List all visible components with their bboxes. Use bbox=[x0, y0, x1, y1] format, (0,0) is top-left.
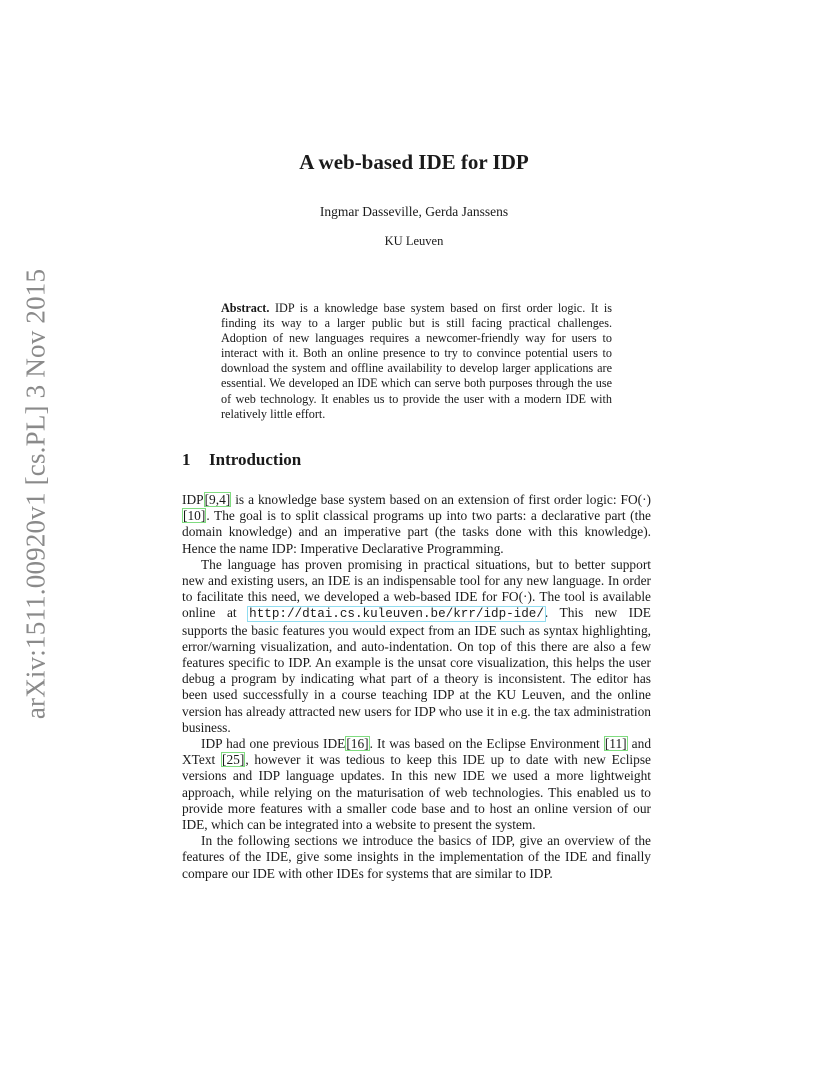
paper-title: A web-based IDE for IDP bbox=[299, 150, 529, 174]
text-run: . The goal is to split classical programs up into two parts: a declarative part (the domain knowledge) and an imperative part (the tasks done with this knowledge). Hence the name IDP: Imperative Declarative Programming. bbox=[182, 508, 651, 556]
section-heading bbox=[182, 450, 301, 470]
url-link[interactable]: http://dtai.cs.kuleuven.be/krr/idp-ide/ bbox=[249, 607, 544, 622]
section-body bbox=[182, 492, 651, 882]
paragraph-1 bbox=[182, 492, 651, 557]
text-run: IDP bbox=[182, 492, 204, 507]
citation-link[interactable]: [10] bbox=[183, 508, 206, 524]
citation-link[interactable]: [25] bbox=[222, 752, 245, 768]
arxiv-identifier bbox=[18, 268, 54, 720]
citation-link[interactable]: [11] bbox=[604, 736, 627, 752]
abstract-text: IDP is a knowledge base system based on first order logic. It is finding its way to a larger public but is still facing practical challenges. Adoption of new languages requires a newcomer-friendly way for users to interact with it. Both an online presence to try to convince potential users to download the system and offline availability to develop larger applications are essential. We developed an IDE which can serve both purposes through the use of web technology. It enables us to provide the user with a modern IDE with relatively little effort. bbox=[221, 301, 613, 421]
text-run: In the following sections we introduce the basics of IDP, give an overview of the features of the IDE, give some insights in the implementation of the IDE and finally compare our IDE with other IDEs for systems that are similar to IDP. bbox=[182, 833, 651, 881]
text-run: is a knowledge base system based on an extension of first order logic: FO(·) bbox=[231, 492, 651, 507]
section-number: 1 bbox=[182, 450, 191, 469]
text-run: and XText bbox=[182, 736, 652, 768]
text-run: , however it was tedious to keep this IDE up to date with new Eclipse versions and IDP language updates. In this new IDE we used a more lightweight approach, while relying on the maturisation of web technologies. This enabled us to provide more features with a smaller code base and to host an online version of our IDE, which can be integrated into a website to present the system. bbox=[182, 752, 651, 833]
citation-link[interactable]: [16] bbox=[346, 736, 369, 752]
abstract bbox=[221, 301, 612, 422]
text-run: The language has proven promising in practical situations, but to better support new and existing users, an IDE is an indispensable tool for any new language. In order to facilitate this need, we developed a web-based IDE for FO(·). The tool is available online at bbox=[182, 556, 651, 621]
section-title: Introduction bbox=[209, 450, 302, 469]
paragraph-4 bbox=[182, 833, 651, 882]
text-run: . It was based on the Eclipse Environment bbox=[369, 736, 604, 752]
text-run: . This new IDE supports the basic features you would expect from an IDE such as syntax highlighting, error/warning visualization, and auto-indentation. On top of this there are also a few features specific to IDP. An example is the unsat core visualization, this helps the user debug a program by indicating what part of a theory is inconsistent. The editor has been used successfully in a course teaching IDP at the KU Leuven, and the online version has already attracted new users for IDP who use it in e.g. the tax administration business. bbox=[182, 605, 651, 735]
arxiv-identifier-text: arXiv:1511.00920v1 [cs.PL] 3 Nov 2015 bbox=[20, 268, 51, 720]
paper-affiliation: KU Leuven bbox=[384, 234, 444, 248]
paper-authors: Ingmar Dasseville, Gerda Janssens bbox=[319, 204, 509, 219]
paragraph-3 bbox=[182, 736, 651, 833]
citation-link[interactable]: [9,4] bbox=[204, 492, 231, 507]
text-run: IDP had one previous IDE bbox=[201, 736, 346, 752]
paragraph-2 bbox=[182, 557, 651, 736]
abstract-label: Abstract. bbox=[221, 301, 270, 315]
